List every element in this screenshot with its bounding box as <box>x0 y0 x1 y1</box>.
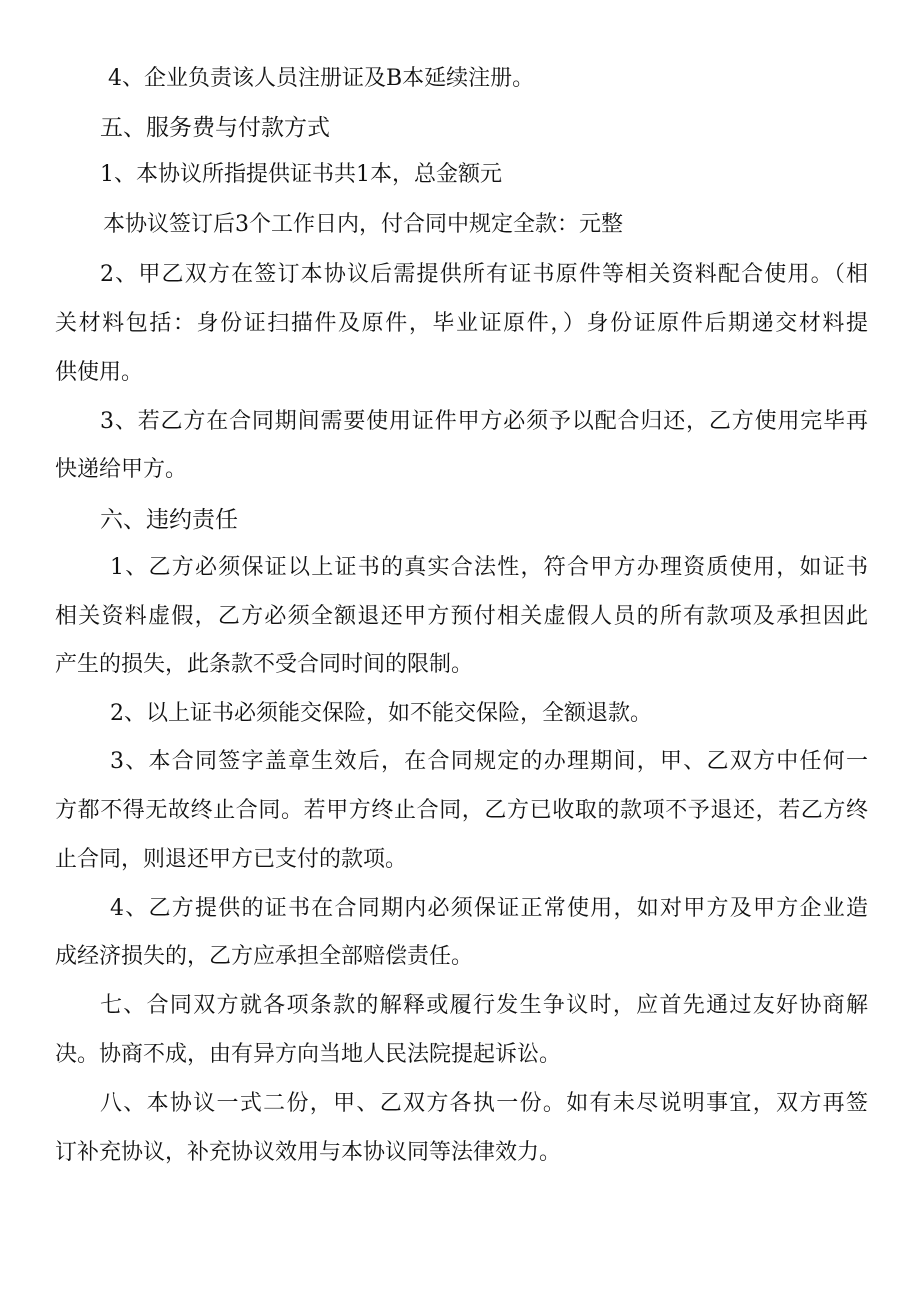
clause-6-4-line-2: 成经济损失的，乙方应承担全部赔偿责任。 <box>55 944 474 969</box>
clause-6-2: 2、以上证书必须能交保险，如不能交保险，全额退款。 <box>110 701 652 726</box>
section-7-line-1: 七、合同双方就各项条款的解释或履行发生争议时，应首先通过友好协商解 <box>100 993 868 1018</box>
clause-6-3-line-2: 方都不得无故终止合同。若甲方终止合同，乙方已收取的款项不予退还，若乙方终 <box>55 798 868 823</box>
section-5-heading: 五、服务费与付款方式 <box>100 115 330 141</box>
clause-5-3-line-2: 快递给甲方。 <box>55 457 188 482</box>
clause-4-4: 4、企业负责该人员注册证及B本延续注册。 <box>108 66 535 91</box>
clause-5-3-line-1: 3、若乙方在合同期间需要使用证件甲方必须予以配合归还，乙方使用完毕再 <box>100 409 868 434</box>
section-7-line-2: 决。协商不成，由有异方向当地人民法院提起诉讼。 <box>55 1042 562 1067</box>
section-8-line-1: 八、本协议一式二份，甲、乙双方各执一份。如有未尽说明事宜，双方再签 <box>100 1091 868 1116</box>
clause-5-2-line-2: 关材料包括：身份证扫描件及原件，毕业证原件，）身份证原件后期递交材料提 <box>55 311 868 336</box>
section-8-line-2: 订补充协议，补充协议效用与本协议同等法律效力。 <box>55 1140 562 1165</box>
clause-6-1-line-3: 产生的损失，此条款不受合同时间的限制。 <box>55 652 474 677</box>
clause-6-4-line-1: 4、乙方提供的证书在合同期内必须保证正常使用，如对甲方及甲方企业造 <box>110 896 868 921</box>
clause-5-2-line-1: 2、甲乙双方在签订本协议后需提供所有证书原件等相关资料配合使用。（相 <box>100 262 868 287</box>
section-6-heading: 六、违约责任 <box>100 507 238 533</box>
clause-6-1-line-2: 相关资料虚假，乙方必须全额退还甲方预付相关虚假人员的所有款项及承担因此 <box>55 604 868 629</box>
clause-5-2-line-3: 供使用。 <box>55 360 144 385</box>
clause-5-payment: 本协议签订后3个工作日内，付合同中规定全款：元整 <box>103 212 623 237</box>
clause-6-1-line-1: 1、乙方必须保证以上证书的真实合法性，符合甲方办理资质使用，如证书 <box>110 555 868 580</box>
clause-6-3-line-3: 止合同，则退还甲方已支付的款项。 <box>55 847 408 872</box>
clause-5-1: 1、本协议所指提供证书共1本，总金额元 <box>100 162 502 187</box>
clause-6-3-line-1: 3、本合同签字盖章生效后，在合同规定的办理期间，甲、乙双方中任何一 <box>110 749 868 774</box>
